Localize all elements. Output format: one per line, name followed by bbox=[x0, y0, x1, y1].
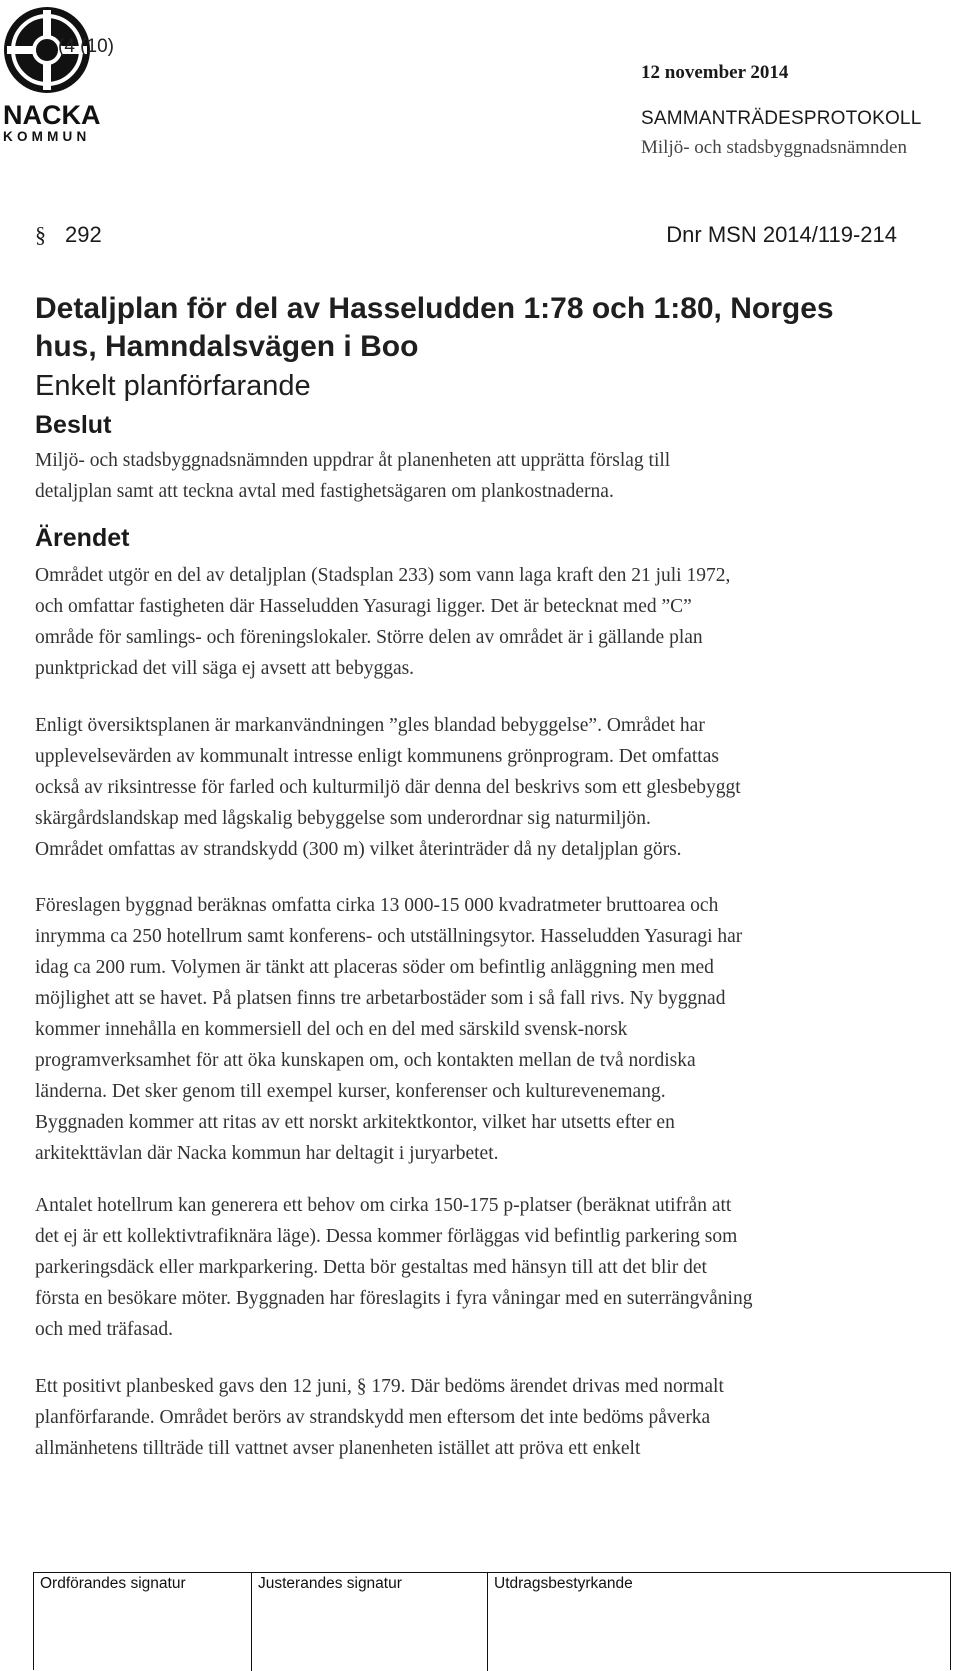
text-line: punktprickad det vill säga ej avsett att bebyggas. bbox=[35, 658, 415, 679]
nacka-logo bbox=[0, 4, 100, 144]
document-type: SAMMANTRÄDESPROTOKOLL bbox=[641, 108, 922, 129]
signature-label-chair: Ordförandes signatur bbox=[40, 1575, 186, 1592]
text-line: och med träfasad. bbox=[35, 1319, 174, 1340]
diary-number: Dnr MSN 2014/119-214 bbox=[666, 222, 897, 247]
text-line: och omfattar fastigheten där Hasseludden Yasuragi ligger. Det är betecknat med ”C” bbox=[35, 596, 692, 617]
logo-text-kommun: KOMMUN bbox=[3, 129, 91, 144]
text-line: Området utgör en del av detaljplan (Stadsplan 233) som vann laga kraft den 21 juli 1972, bbox=[35, 565, 731, 586]
arendet-paragraph-5 bbox=[35, 1371, 915, 1464]
text-line: allmänhetens tillträde till vattnet avser planenheten istället att pröva ett enkelt bbox=[35, 1438, 641, 1459]
text-line: kommer innehålla en kommersiell del och en del med särskild svensk-norsk bbox=[35, 1019, 628, 1040]
text-line: skärgårdslandskap med lågskalig bebyggelse som underordnar sig naturmiljön. bbox=[35, 808, 651, 829]
text-line: Ett positivt planbesked gavs den 12 juni, § 179. Där bedöms ärendet drivas med normalt bbox=[35, 1376, 724, 1397]
beslut-line: detaljplan samt att teckna avtal med fastighetsägaren om plankostnaderna. bbox=[35, 481, 614, 502]
text-line: också av riksintresse för farled och kulturmiljö där denna del beskrivs som ett glesbebyggt bbox=[35, 777, 741, 798]
nacka-emblem-icon bbox=[0, 4, 100, 144]
beslut-heading: Beslut bbox=[35, 411, 112, 439]
arendet-paragraph-4 bbox=[35, 1190, 915, 1345]
case-title-line-2: hus, Hamndalsvägen i Boo bbox=[35, 330, 419, 363]
text-line: Området omfattas av strandskydd (300 m) vilket återinträder då ny detaljplan görs. bbox=[35, 839, 682, 860]
document-header bbox=[641, 62, 921, 159]
logo-text-nacka: NACKA bbox=[3, 100, 100, 130]
text-line: upplevelsevärden av kommunalt intresse enligt kommunens grönprogram. Det omfattas bbox=[35, 746, 719, 767]
page-number: (4 (10) bbox=[58, 36, 114, 57]
case-subtitle: Enkelt planförfarande bbox=[35, 370, 311, 402]
text-line: planförfarande. Området berörs av strandskydd men eftersom det inte bedöms påverka bbox=[35, 1407, 711, 1428]
arendet-paragraph-2 bbox=[35, 710, 915, 865]
signature-cell-certifier[interactable] bbox=[488, 1573, 950, 1671]
text-line: programverksamhet för att öka kunskapen om, och kontakten mellan de två nordiska bbox=[35, 1050, 696, 1071]
text-line: Föreslagen byggnad beräknas omfatta cirka 13 000-15 000 kvadratmeter bruttoarea och bbox=[35, 895, 719, 916]
paragraph-number: 292 bbox=[65, 222, 102, 247]
signature-label-certifier: Utdragsbestyrkande bbox=[494, 1575, 633, 1592]
beslut-text bbox=[35, 445, 915, 507]
signature-cell-chair[interactable] bbox=[34, 1573, 252, 1671]
arendet-paragraph-1 bbox=[35, 560, 915, 684]
case-title-line-1: Detaljplan för del av Hasseludden 1:78 och 1:80, Norges bbox=[35, 292, 834, 325]
text-line: idag ca 200 rum. Volymen är tänkt att placeras söder om befintlig anläggning men med bbox=[35, 957, 714, 978]
case-title bbox=[35, 290, 915, 366]
text-line: länderna. Det sker genom till exempel kurser, konferenser och kulturevenemang. bbox=[35, 1081, 666, 1102]
text-line: område för samlings- och föreningslokaler. Större delen av området är i gällande plan bbox=[35, 627, 703, 648]
text-line: det ej är ett kollektivtrafiknära läge). Dessa kommer förläggas vid befintlig parkering som bbox=[35, 1226, 738, 1247]
text-line: möjlighet att se havet. På platsen finns tre arbetarbostäder som i så fall rivs. Ny byggnad bbox=[35, 988, 726, 1009]
paragraph-sign: § bbox=[35, 222, 46, 247]
signature-cell-adjuster[interactable] bbox=[252, 1573, 488, 1671]
text-line: första en besökare möter. Byggnaden har föreslagits i fyra våningar med en suterrängvåning bbox=[35, 1288, 753, 1309]
text-line: Enligt översiktsplanen är markanvändningen ”gles blandad bebyggelse”. Området har bbox=[35, 715, 705, 736]
arendet-heading: Ärendet bbox=[35, 524, 130, 552]
signature-table bbox=[33, 1572, 951, 1670]
signature-label-adjuster: Justerandes signatur bbox=[258, 1575, 402, 1592]
text-line: arkitekttävlan där Nacka kommun har deltagit i juryarbetet. bbox=[35, 1143, 499, 1164]
text-line: Byggnaden kommer att ritas av ett norskt arkitektkontor, vilket har utsetts efter en bbox=[35, 1112, 675, 1133]
arendet-paragraph-3 bbox=[35, 890, 915, 1169]
text-line: parkeringsdäck eller markparkering. Detta bör gestaltas med hänsyn till att det blir det bbox=[35, 1257, 707, 1278]
text-line: Antalet hotellrum kan generera ett behov om cirka 150-175 p-platser (beräknat utifrån att bbox=[35, 1195, 732, 1216]
meeting-date: 12 november 2014 bbox=[641, 62, 789, 83]
beslut-line: Miljö- och stadsbyggnadsnämnden uppdrar åt planenheten att upprätta förslag till bbox=[35, 450, 671, 471]
text-line: inrymma ca 250 hotellrum samt konferens- och utställningsytor. Hasseludden Yasuragi har bbox=[35, 926, 743, 947]
committee-name: Miljö- och stadsbyggnadsnämnden bbox=[641, 137, 907, 158]
